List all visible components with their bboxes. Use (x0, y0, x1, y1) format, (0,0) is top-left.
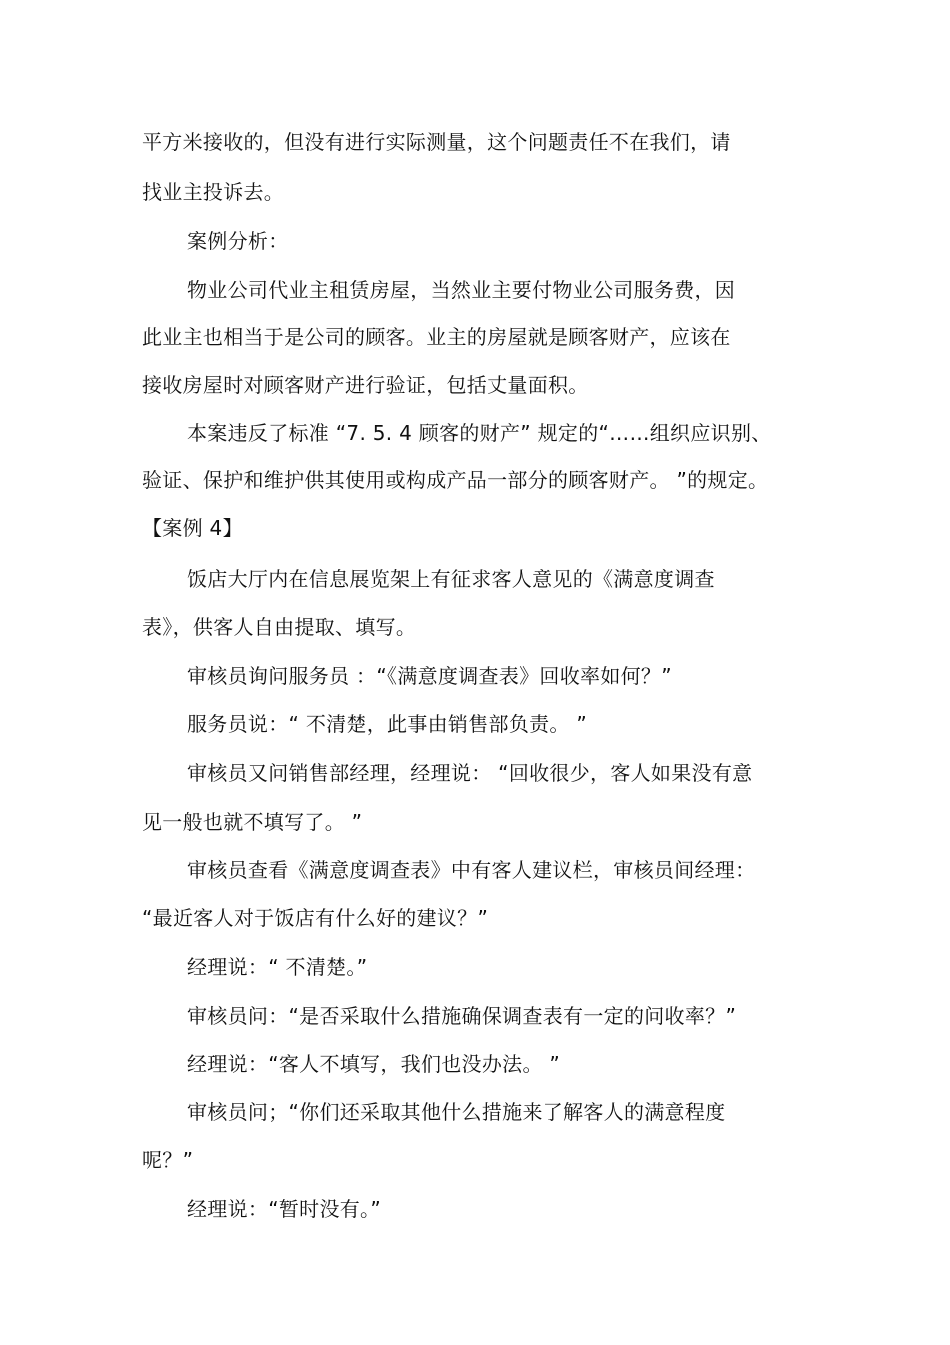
text-line: 呢？” (142, 1148, 194, 1172)
text-line: 平方米接收的，但没有进行实际测量，这个问题责任不在我们，请 (142, 130, 731, 154)
case-heading: 【案例 4】 (142, 516, 243, 540)
text-line: 见一般也就不填写了。 ” (142, 810, 363, 834)
text-line: 饭店大厅内在信息展览架上有征求客人意见的《满意度调查 (187, 567, 715, 591)
text-line: 审核员询问服务员 ：“《满意度调查表》回收率如何？” (187, 664, 672, 688)
text-line: 经理说：“客人不填写，我们也没办法。 ” (187, 1052, 561, 1076)
text-line: 服务员说：“ 不清楚，此事由销售部负责。 ” (187, 712, 588, 736)
text-line: 审核员问：“是否采取什么措施确保调查表有一定的问收率？” (187, 1004, 737, 1028)
text-line: 验证、保护和维护供其使用或构成产品一部分的顾客财产。 ”的规定。 (142, 468, 769, 492)
text-line: 审核员查看《满意度调查表》中有客人建议栏，审核员间经理： (187, 858, 756, 882)
text-line: 经理说：“暂时没有。” (187, 1197, 382, 1221)
text-line: 经理说：“ 不清楚。” (187, 955, 368, 979)
text-line: 找业主投诉去。 (142, 180, 285, 204)
text-line: 此业主也相当于是公司的顾客。业主的房屋就是顾客财产，应该在 (142, 325, 731, 349)
text-line: 表》，供客人自由提取、填写。 (142, 615, 417, 639)
text-line: 审核员问；“你们还采取其他什么措施来了解客人的满意程度 (187, 1100, 726, 1124)
text-line: 接收房屋时对顾客财产进行验证，包括丈量面积。 (142, 373, 589, 397)
text-line: 物业公司代业主租赁房屋，当然业主要付物业公司服务费，因 (187, 278, 736, 302)
text-line: “最近客人对于饭店有什么好的建议？” (142, 906, 489, 930)
text-line: 本案违反了标准 “7. 5. 4 顾客的财产” 规定的“……组织应识别、 (187, 421, 772, 445)
text-line: 审核员又问销售部经理，经理说： “回收很少，客人如果没有意 (187, 761, 753, 785)
section-heading: 案例分析： (187, 229, 289, 253)
